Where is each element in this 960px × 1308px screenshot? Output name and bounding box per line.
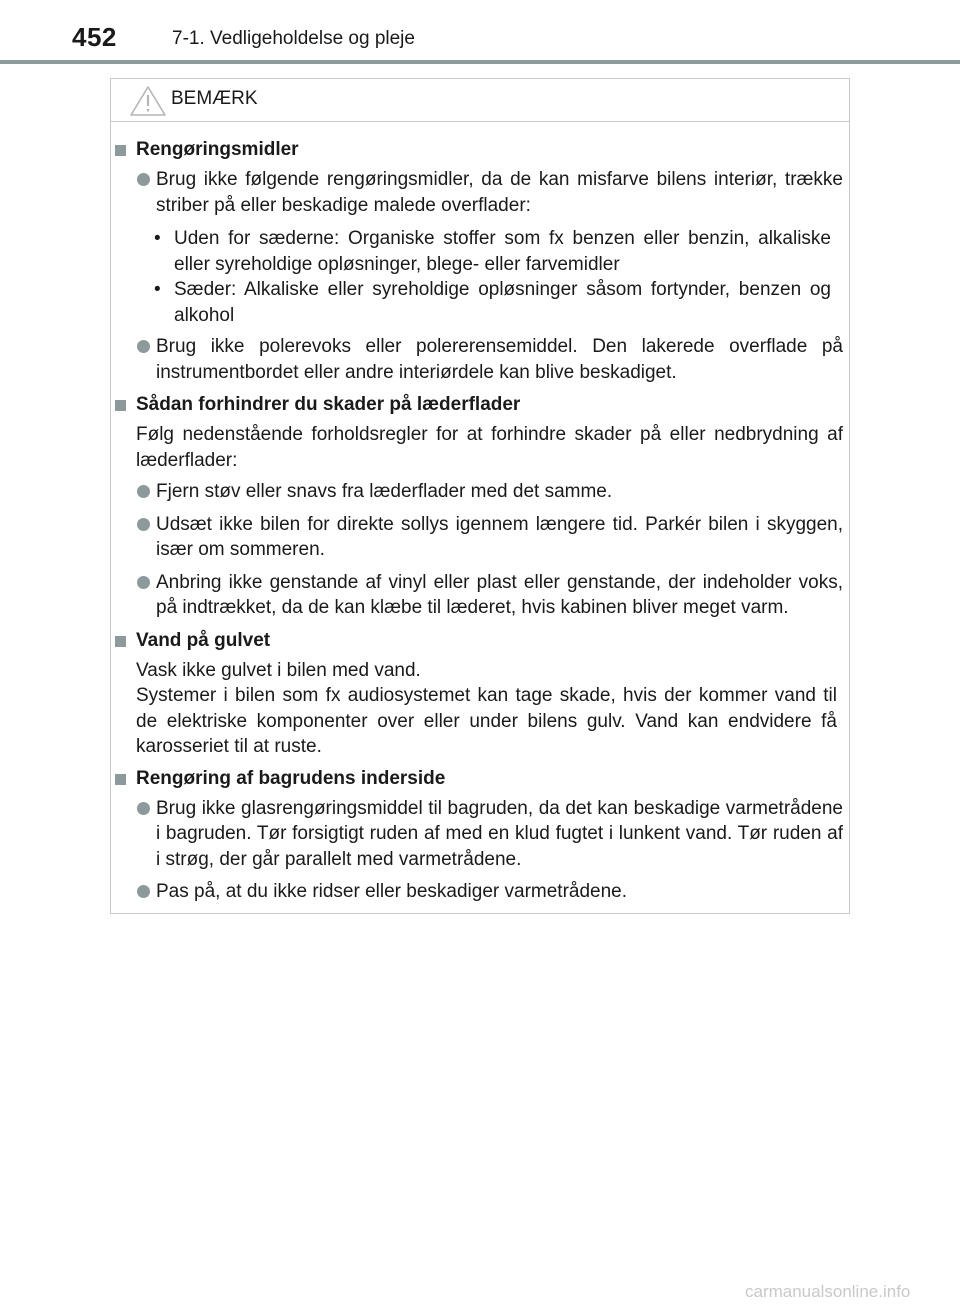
watermark: carmanualsonline.info (745, 1282, 911, 1301)
circle-bullet-icon (137, 885, 150, 898)
sub-list (111, 226, 851, 328)
circle-bullet-icon (137, 340, 150, 353)
circle-bullet-icon (137, 173, 150, 186)
notice-header (111, 79, 849, 122)
section-heading: Sådan forhindrer du skader på læderflader (111, 392, 851, 418)
square-bullet-icon (115, 636, 126, 647)
sub-list-item: • Sæder: Alkaliske eller syreholdige opløsninger såsom fortynder, benzen og alkohol (154, 279, 831, 326)
section-rear-window (111, 766, 851, 905)
sub-list-item: • Uden for sæderne: Organiske stoffer som fx benzen eller benzin, alkaliske eller syreholdige opløsninger, blege- eller farvemidler (154, 228, 831, 275)
section-leather (111, 392, 851, 621)
circle-bullet-icon (137, 802, 150, 815)
list-item: Pas på, at du ikke ridser eller beskadiger varmetrådene. (156, 879, 843, 905)
circle-bullet-icon (137, 485, 150, 498)
warning-triangle-icon (129, 85, 167, 117)
section-heading: Rengøringsmidler (111, 137, 851, 163)
section-title: 7-1. Vedligeholdelse og pleje (172, 28, 415, 49)
circle-bullet-icon (137, 518, 150, 531)
list-item: Udsæt ikke bilen for direkte sollys igennem længere tid. Parkér bilen i skyggen, især om sommeren. (156, 512, 843, 563)
paragraph: Vask ikke gulvet i bilen med vand. (136, 659, 421, 681)
section-heading: Vand på gulvet (111, 628, 851, 654)
square-bullet-icon (115, 774, 126, 785)
section-heading: Rengøring af bagrudens inderside (111, 766, 851, 792)
square-bullet-icon (115, 145, 126, 156)
header-rule (0, 60, 960, 64)
dot-bullet-icon: • (154, 279, 161, 300)
list-item: Fjern støv eller snavs fra læderflader med det samme. (156, 479, 843, 505)
section-water-floor (111, 628, 851, 760)
page-header (0, 0, 960, 64)
dot-bullet-icon: • (154, 228, 161, 249)
square-bullet-icon (115, 400, 126, 411)
list-item: Brug ikke polerevoks eller polererensemiddel. Den lakerede overflade på instrumentbordet eller andre interiørdele kan blive beskadiget. (156, 334, 843, 385)
circle-bullet-icon (137, 576, 150, 589)
section-intro: Følg nedenstående forholdsregler for at forhindre skader på eller nedbrydning af læderflader: (136, 424, 843, 471)
list-item: Anbring ikke genstande af vinyl eller plast eller genstande, der indeholder voks, på indtrækket, da de kan klæbe til læderet, hvis kabinen bliver meget varm. (156, 570, 843, 621)
section-cleaning-agents (111, 137, 851, 385)
notice-box (110, 78, 850, 914)
list-item: Brug ikke glasrengøringsmiddel til bagruden, da det kan beskadige varmetrådene i bagruden. Tør forsigtigt ruden af med en klud fugtet i lunkent vand. Tør ruden af i strøg, der går parallelt med varmetrådene. (156, 796, 843, 873)
notice-label: BEMÆRK (171, 88, 258, 109)
notice-content (111, 137, 851, 912)
paragraph: Systemer i bilen som fx audiosystemet kan tage skade, hvis der kommer vand til de elektriske komponenter over eller under bilens gulv. Vand kan endvidere få karosseriet til at ruste. (136, 685, 837, 757)
page-number: 452 (72, 22, 117, 52)
list-item: Brug ikke følgende rengøringsmidler, da de kan misfarve bilens interiør, trække striber på eller beskadige malede overflader: (156, 167, 843, 218)
